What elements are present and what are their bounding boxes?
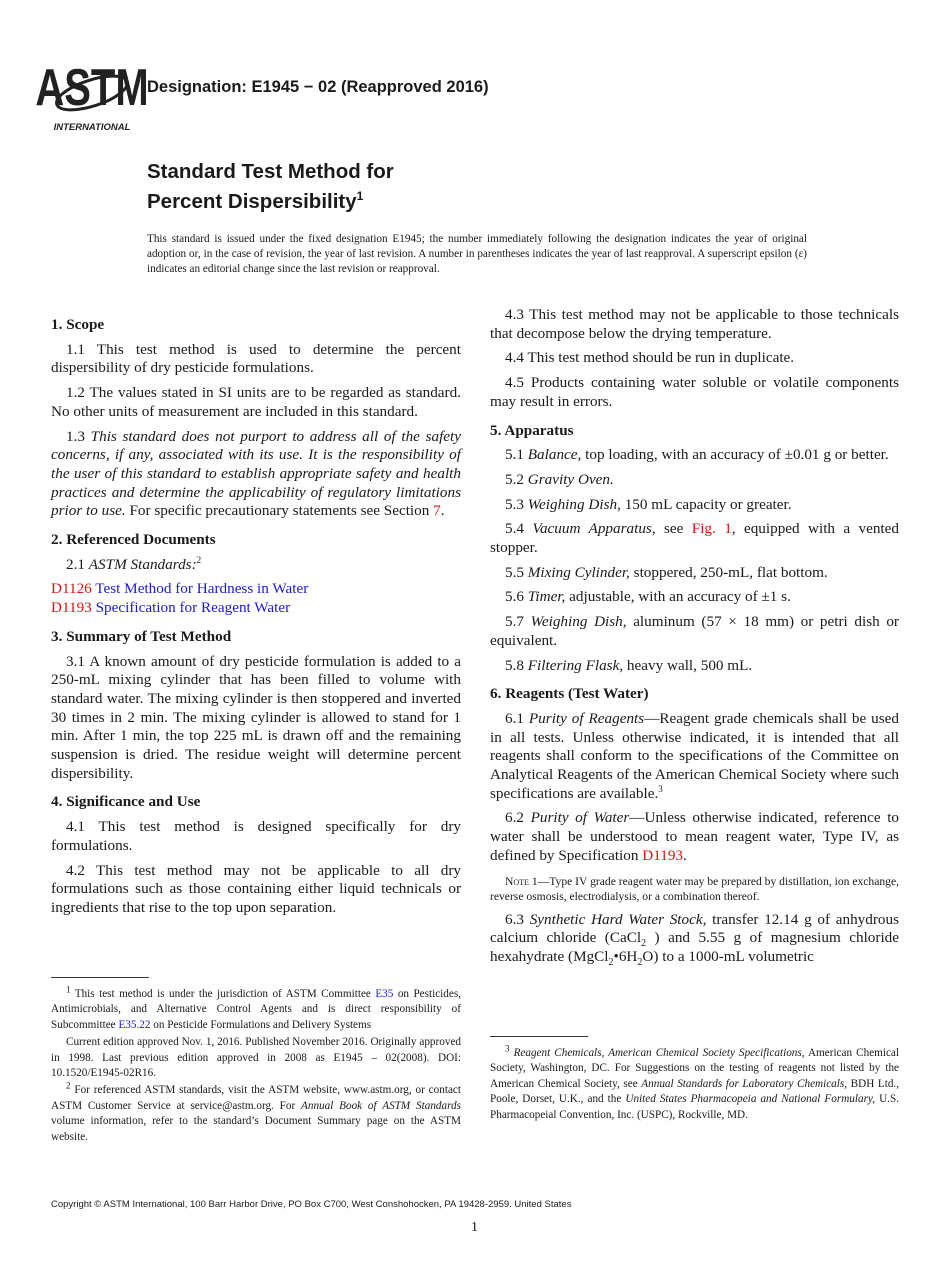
paragraph <box>490 657 899 676</box>
paragraph <box>51 384 461 421</box>
reference-link[interactable]: D1126 <box>51 580 92 598</box>
paragraph <box>490 564 899 583</box>
reference-link[interactable]: E35.22 <box>118 1018 151 1031</box>
text-run: 5.5 <box>505 563 528 581</box>
text-run: BDH Ltd., Poole, Dorset, U.K., and the <box>490 1077 899 1106</box>
text-run: —Reagent grade chemicals shall be used in all tests. Unless otherwise indicated, it is intended that all reagents shall conform to the specifications of the Committee on Analytical Reagents of the American Chemical Society where such specifications are available. <box>490 709 900 802</box>
text-run: For referenced ASTM standards, visit the ASTM website, www.astm.org, or contact ASTM Customer Service at service@astm.org. For <box>51 1084 461 1112</box>
footnote-ref[interactable]: 1 <box>66 984 71 995</box>
text-run: 1.1 This test method is used to determine the percent dispersibility of dry pesticide formulations. <box>51 340 461 377</box>
paragraph <box>490 809 899 865</box>
text-run: Purity of Reagents <box>528 709 645 727</box>
section-heading <box>51 793 461 812</box>
text-run: 6.2 <box>505 809 531 827</box>
text-run: 4. Significance and Use <box>51 793 201 811</box>
svg-text:INTERNATIONAL: INTERNATIONAL <box>53 122 131 133</box>
paragraph <box>51 818 461 855</box>
text-run: 2 <box>637 957 643 969</box>
title-line-1: Standard Test Method for <box>147 160 394 183</box>
note <box>490 874 899 905</box>
text-run: 5. Apparatus <box>490 421 574 439</box>
text-run: transfer 12.14 g of anhydrous calcium chloride (CaCl <box>490 910 900 947</box>
footnote <box>51 1035 461 1081</box>
text-run: 4.2 This test method may not be applicable to all dry formulations such as those containing either liquid technicals or ingredients that rise to the top upon separation. <box>51 861 461 916</box>
paragraph <box>51 428 461 522</box>
paragraph <box>490 446 899 465</box>
text-run: 6. Reagents (Test Water) <box>490 685 649 703</box>
text-run: Reagent Chemicals, American Chemical Society Specifications <box>513 1047 802 1059</box>
text-run: 3.1 A known amount of dry pesticide formulation is added to a 250-mL mixing cylinder that has been filled to volume with standard water. The mixing cylinder is then stoppered and inverted 30 times in 2 min. The mixing cylinder is allowed to stand for 1 min. After 1 min, the top 225 mL is drawn off and the remaining suspension is dried. The residue weight will determine percent dispersibility. <box>51 652 461 782</box>
section-heading <box>51 531 461 550</box>
text-run: aluminum (57 × 18 mm) or petri dish or equivalent. <box>490 613 899 649</box>
text-run: 1.3 <box>66 427 91 445</box>
text-run: Filtering Flask, <box>527 656 624 674</box>
paragraph <box>490 613 899 650</box>
text-run: Mixing Cylinder, <box>527 563 630 581</box>
reference-link[interactable]: Test Method for Hardness in Water <box>91 580 309 598</box>
text-run: , American Chemical Society, Washington, DC. For Suggestions on the testing of reagents not listed by the American Chemical Society, see <box>490 1047 900 1090</box>
text-run: Annual Book of ASTM Standards <box>301 1099 461 1112</box>
footnote-divider <box>51 977 149 978</box>
right-column <box>490 306 899 973</box>
footnote-ref[interactable]: 3 <box>658 783 663 794</box>
text-run: —Unless otherwise indicated, reference to water shall be understood to mean reagent water, Type IV, as defined by Specification <box>490 809 900 864</box>
text-run: 5.2 <box>505 470 528 488</box>
text-run: 2. Referenced Documents <box>51 531 216 549</box>
title-line-2: Percent Dispersibility <box>147 189 357 213</box>
reference-link[interactable]: E35 <box>375 988 394 1000</box>
svg-text:ASTM: ASTM <box>35 57 149 117</box>
reference-link[interactable]: D1193 <box>51 599 92 617</box>
paragraph <box>490 710 899 804</box>
text-run: 5.7 <box>505 613 531 631</box>
title-footnote-ref[interactable]: 1 <box>356 189 364 203</box>
text-run: Gravity Oven. <box>527 470 614 488</box>
text-run: on Pesticides, Antimicrobials, and Alternative Control Agents and is direct responsibility of Subcommittee <box>51 988 461 1031</box>
text-run: Timer, <box>527 588 566 606</box>
text-run: 2.1 <box>66 555 89 573</box>
issuance-note: This standard is issued under the fixed designation E1945; the number immediately following the designation indicates the year of original adoption or, in the case of revision, the year of last revision. A number in parentheses indicates the year of last reapproval. A superscript epsilon (ε) indicates an editorial change since the last revision or reapproval. <box>147 233 807 276</box>
text-run: United States Pharmacopeia and National Formulary, <box>625 1093 876 1106</box>
text-run: Annual Standards for Laboratory Chemicals, <box>641 1077 848 1090</box>
referenced-document <box>51 580 461 599</box>
text-run: 5.1 <box>505 446 528 464</box>
reference-link[interactable]: D1193 <box>642 846 684 864</box>
text-run: 4.5 Products containing water soluble or volatile components may result in errors. <box>490 374 899 410</box>
paragraph <box>51 862 461 918</box>
text-run: 4.4 This test method should be run in duplicate. <box>505 349 795 367</box>
footnotes-left <box>51 984 461 1147</box>
copyright: Copyright © ASTM International, 100 Barr Harbor Drive, PO Box C700, West Conshohocken, PA 19428-2959. United States <box>51 1199 572 1210</box>
text-run: ASTM Standards: <box>88 555 197 573</box>
page-title <box>147 160 394 214</box>
text-run: This standard does not purport to address all of the safety concerns, if any, associated with its use. It is the responsibility of the user of this standard to establish appropriate safety and health practices and determine the applicability of regulatory limitations prior to use. <box>51 427 462 520</box>
text-run: adjustable, with an accuracy of ±1 s. <box>565 588 791 606</box>
text-run: on Pesticide Formulations and Delivery Systems <box>150 1018 372 1031</box>
text-run: Vacuum Apparatus, <box>532 520 656 538</box>
text-run: 5.3 <box>505 495 528 513</box>
text-run: stoppered, 250-mL, flat bottom. <box>629 563 828 581</box>
text-run: 3. Summary of Test Method <box>51 627 232 645</box>
text-run: 150 mL capacity or greater. <box>620 495 792 513</box>
section-heading <box>51 316 461 335</box>
text-run: Balance, <box>527 446 582 464</box>
text-run: 5.8 <box>505 656 528 674</box>
text-run: 4.1 This test method is designed specifically for dry formulations. <box>51 818 461 854</box>
reference-link[interactable]: 7 <box>433 502 441 520</box>
text-run: O) to a 1000-mL volumetric <box>642 947 814 965</box>
page-number: 1 <box>471 1220 478 1235</box>
paragraph <box>490 588 899 607</box>
reference-link[interactable]: Specification for Reagent Water <box>91 599 291 617</box>
text-run: 1.2 The values stated in SI units are to be regarded as standard. No other units of measurement are included in this standard. <box>51 384 461 420</box>
text-run: Synthetic Hard Water Stock, <box>529 910 707 928</box>
reference-link[interactable]: Fig. 1 <box>691 520 732 538</box>
text-run: Note <box>505 874 529 888</box>
text-run: ) and 5.55 g of magnesium chloride hexahydrate (MgCl <box>490 929 899 965</box>
text-run: 6.1 <box>505 709 529 727</box>
paragraph <box>51 556 461 575</box>
section-heading <box>51 628 461 647</box>
astm-logo <box>35 57 149 133</box>
footnote <box>490 1043 900 1123</box>
paragraph <box>490 911 899 967</box>
text-run: see <box>655 520 692 538</box>
text-run: 2 <box>608 957 614 969</box>
text-run: This test method is under the jurisdiction of ASTM Committee <box>70 988 376 1000</box>
text-run: . <box>440 502 445 520</box>
paragraph <box>490 471 899 490</box>
left-column <box>51 306 461 924</box>
paragraph <box>490 349 899 368</box>
section-heading <box>490 685 899 704</box>
referenced-document <box>51 599 461 618</box>
text-run: 4.3 This test method may not be applicable to those technicals that decompose below the drying temperature. <box>490 306 899 342</box>
text-run: 2 <box>641 938 647 950</box>
paragraph <box>51 653 461 784</box>
text-run: 1—Type IV grade reagent water may be prepared by distillation, ion exchange, reverse osmosis, electrodialysis, or a combination thereof. <box>490 874 899 904</box>
text-run: heavy wall, 500 mL. <box>623 656 753 674</box>
text-run: 5.4 <box>505 520 533 538</box>
paragraph <box>490 496 899 515</box>
footnotes-right <box>490 1043 900 1125</box>
text-run: volume information, refer to the standard’s Document Summary page on the ASTM website. <box>51 1115 461 1143</box>
text-run: 6.3 <box>505 910 530 928</box>
text-run: . <box>683 846 687 864</box>
footnote-ref[interactable]: 2 <box>196 554 202 565</box>
text-run: top loading, with an accuracy of ±0.01 g or better. <box>581 446 889 464</box>
text-run: Weighing Dish, <box>530 613 627 631</box>
paragraph <box>51 341 461 378</box>
footnote-ref[interactable]: 2 <box>66 1080 71 1091</box>
footnote-divider <box>490 1036 588 1037</box>
text-run: Purity of Water <box>530 809 630 827</box>
paragraph <box>490 520 899 557</box>
text-run: U.S. Pharmacopeial Convention, Inc. (USPC), Rockville, MD. <box>490 1093 899 1121</box>
footnote-ref[interactable]: 3 <box>505 1043 510 1054</box>
footnote <box>51 1080 461 1145</box>
section-heading <box>490 422 899 441</box>
paragraph <box>490 306 899 343</box>
text-run: •6H <box>613 947 638 965</box>
text-run: 1. Scope <box>51 316 105 333</box>
designation: Designation: E1945 − 02 (Reapproved 2016) <box>147 78 489 96</box>
text-run: Current edition approved Nov. 1, 2016. Published November 2016. Originally approved in 1998. Last previous edition approved in 2008 as E1945 – 02(2008). DOI: 10.1520/E1945-02R16. <box>51 1036 461 1080</box>
footnote <box>51 984 461 1033</box>
text-run: 5.6 <box>505 588 528 606</box>
paragraph <box>490 374 899 411</box>
text-run: Weighing Dish, <box>527 495 621 513</box>
text-run: For specific precautionary statements see Section <box>125 502 434 520</box>
text-run: , equipped with a vented stopper. <box>490 520 899 557</box>
